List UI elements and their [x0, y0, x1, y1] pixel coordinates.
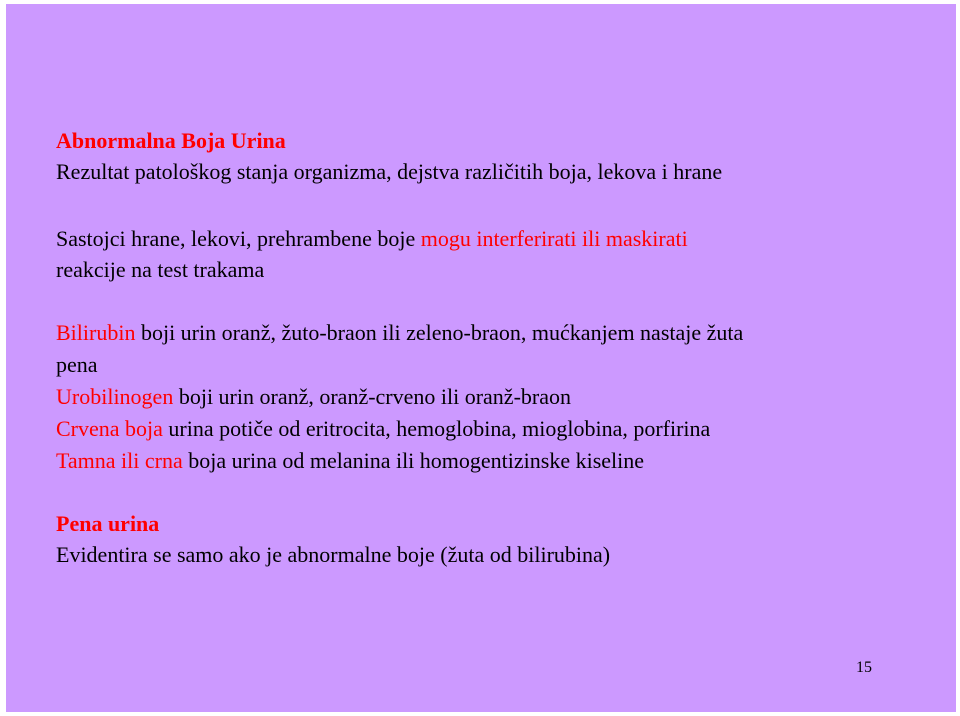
- heading-foam: Pena urina: [56, 511, 160, 536]
- urobilinogen-term: Urobilinogen: [56, 384, 174, 409]
- red-color-term: Crvena boja: [56, 416, 163, 441]
- urobilinogen-text: boji urin oranž, oranž-crveno ili oranž-braon: [173, 384, 571, 409]
- dark-color-text: boja urina od melanina ili homogentizinske kiseline: [182, 448, 645, 473]
- red-color-text: urina potiče od eritrocita, hemoglobina, mioglobina, porfirina: [162, 416, 711, 441]
- bilirubin-continuation: pena: [56, 352, 98, 377]
- foam-text: Evidentira se samo ako je abnormalne boje (žuta od bilirubina): [56, 542, 611, 567]
- page-number: 15: [856, 659, 872, 676]
- paragraph-interference-line1: [56, 226, 688, 252]
- bilirubin-term: Bilirubin: [56, 320, 136, 345]
- urobilinogen-line: [56, 384, 571, 410]
- bilirubin-line: [56, 320, 743, 346]
- slide: [6, 4, 956, 712]
- paragraph-interference-line2: reakcije na test trakama: [56, 257, 265, 282]
- dark-color-line: [56, 448, 644, 474]
- red-color-line: [56, 416, 710, 442]
- dark-color-term: Tamna ili crna: [56, 448, 183, 473]
- bilirubin-text: boji urin oranž, žuto-braon ili zeleno-braon, mućkanjem nastaje žuta: [135, 320, 744, 345]
- subtitle-line: Rezultat patološkog stanja organizma, dejstva različitih boja, lekova i hrane: [56, 159, 723, 184]
- interference-text: Sastojci hrane, lekovi, prehrambene boje: [56, 226, 421, 251]
- interference-highlight: mogu interferirati ili maskirati: [420, 226, 688, 251]
- heading-abnormal-color: Abnormalna Boja Urina: [56, 128, 286, 153]
